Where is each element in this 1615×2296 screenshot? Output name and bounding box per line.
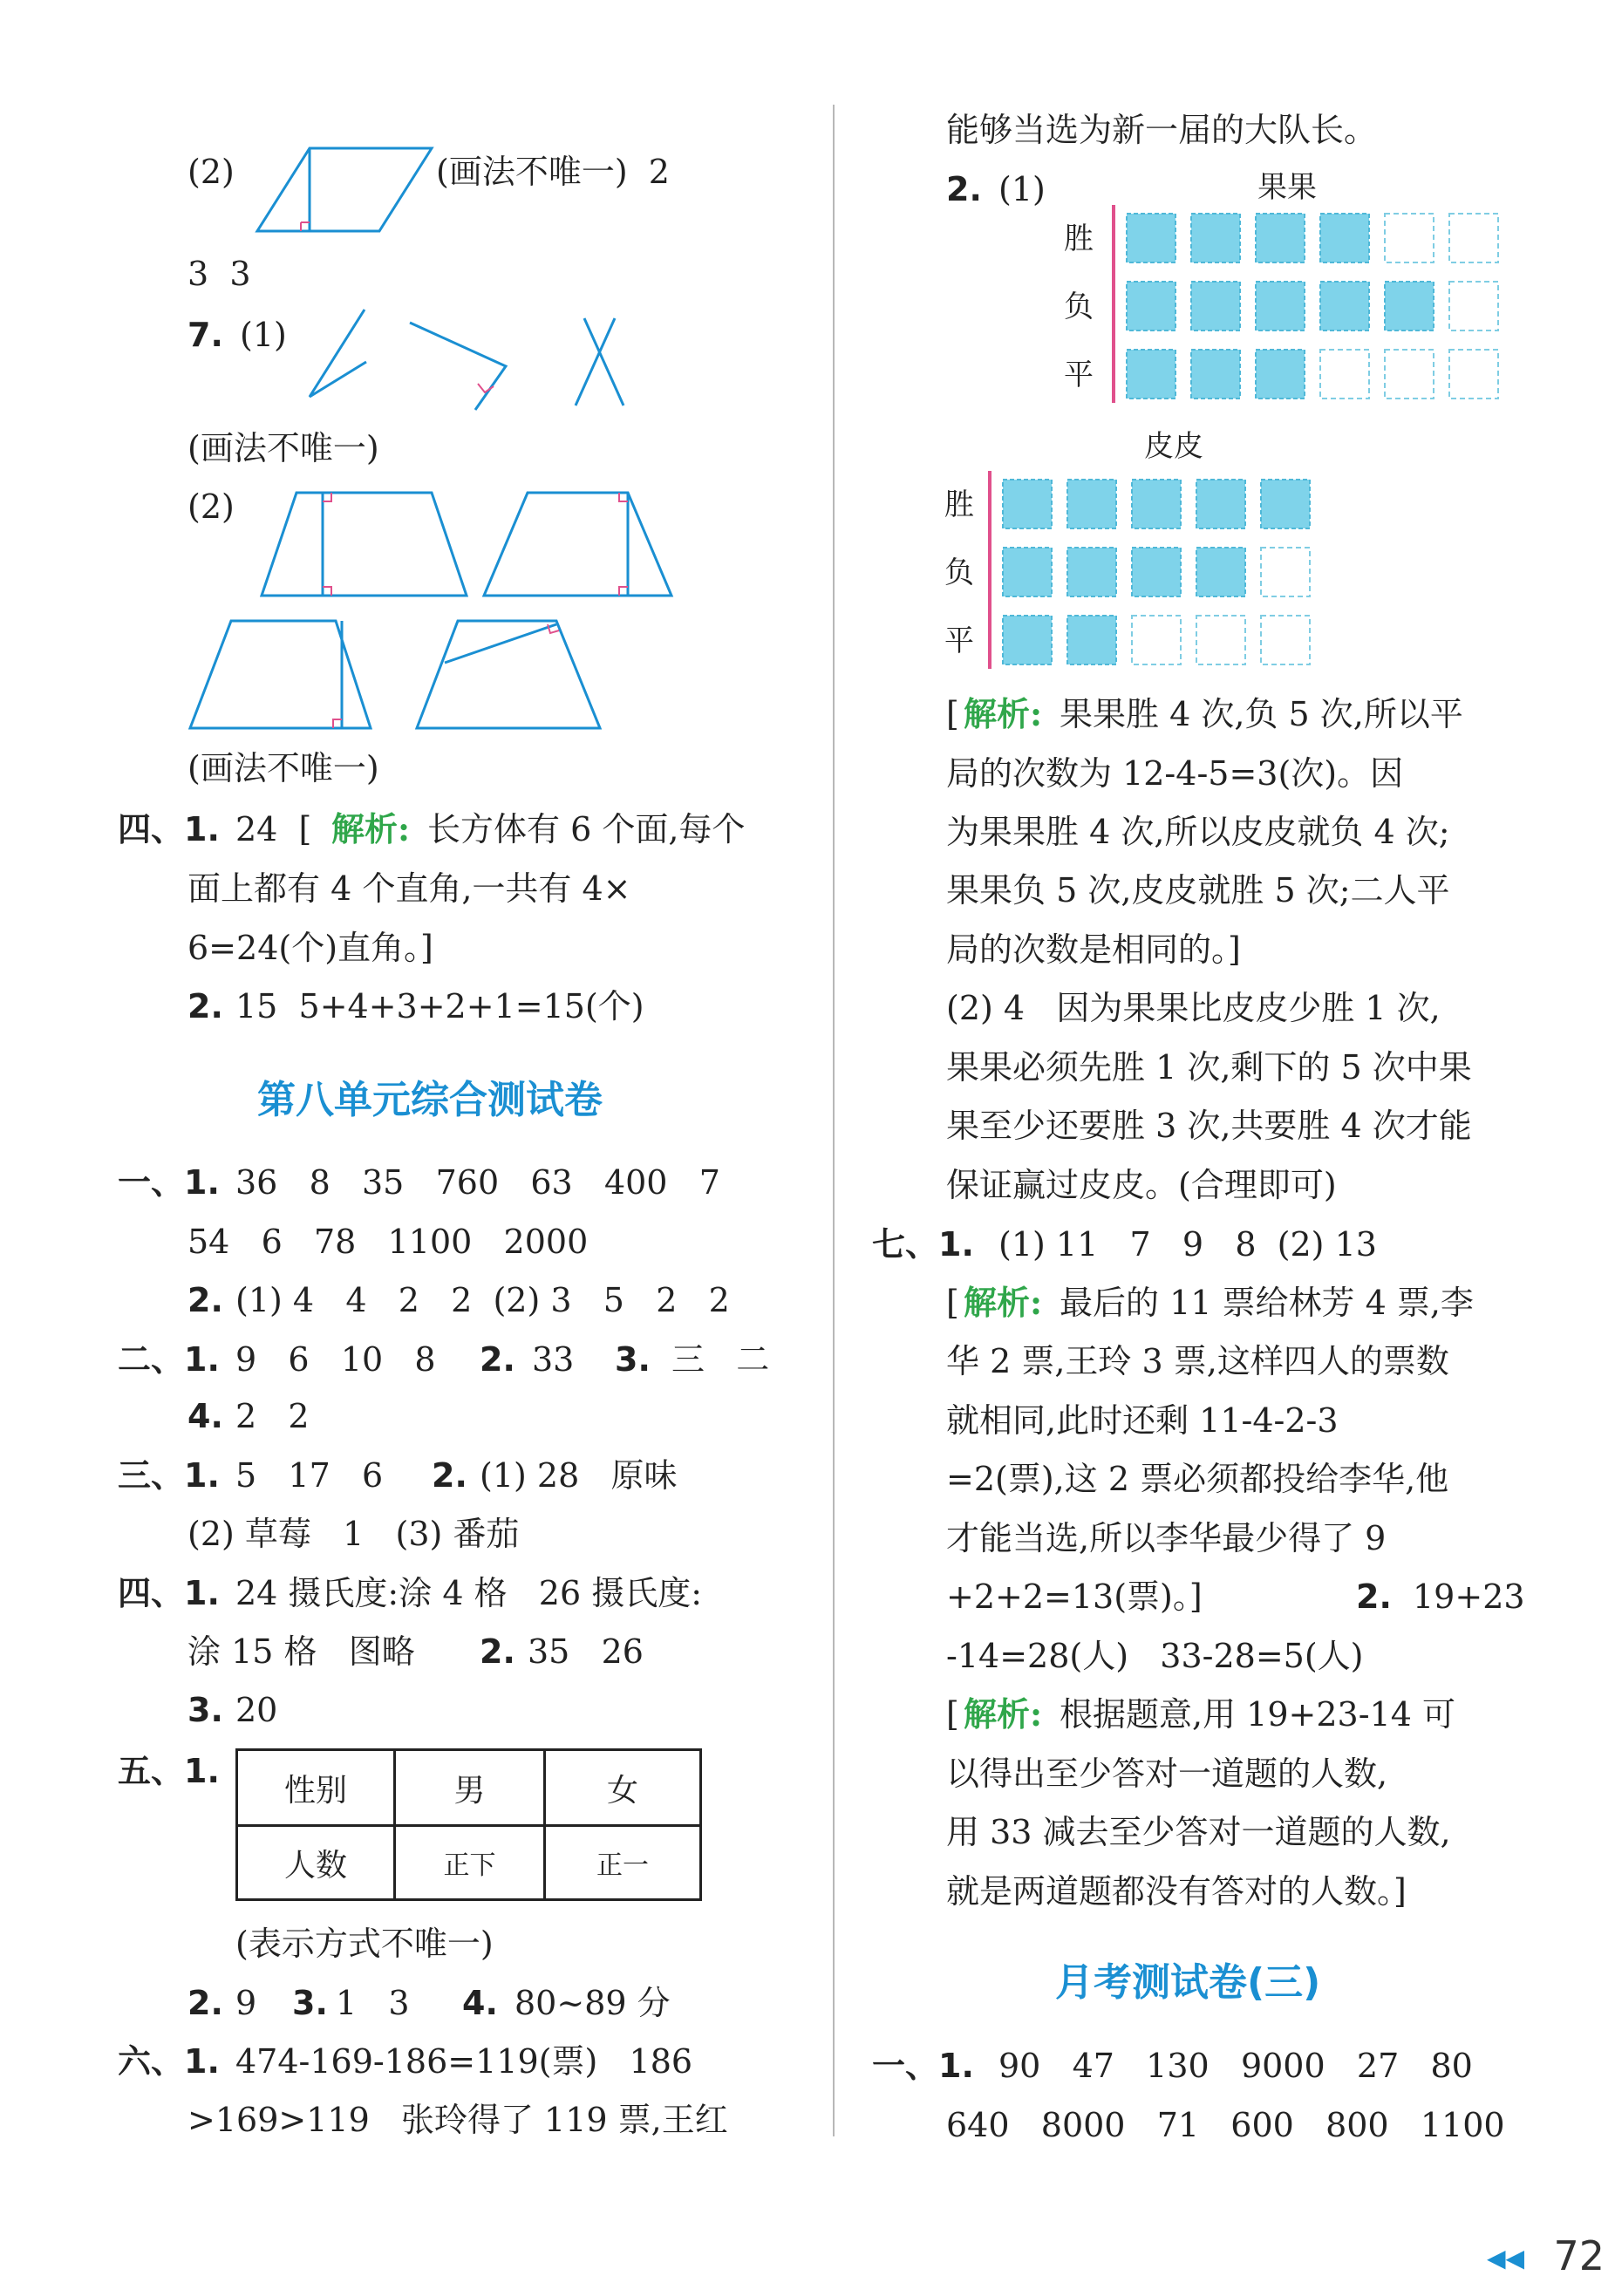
answer-text: (1) 28 原味	[480, 1456, 678, 1495]
question-number: 2.	[187, 987, 223, 1025]
question-number: 2.	[480, 1340, 515, 1379]
answer-text: 华 2 票,王玲 3 票,这样四人的票数	[946, 1342, 1449, 1380]
answer-text: 用 33 减去至少答对一道题的人数,	[946, 1813, 1451, 1851]
answer-text: 474-169-186=119(票) 186	[235, 2042, 693, 2081]
answer-text: 才能当选,所以李华最少得了 9	[946, 1519, 1387, 1557]
right-angle-mark	[333, 719, 342, 728]
answer-text: 涂 15 格 图略	[187, 1632, 415, 1671]
answer-text: 最后的 11 票给林芳 4 票,李	[1060, 1284, 1474, 1322]
section-heading: 第八单元综合测试卷	[257, 1078, 603, 1122]
question-number: 4.	[187, 1397, 223, 1435]
answer-label: (1)	[998, 170, 1046, 208]
answer-text: 19+23	[1413, 1577, 1525, 1616]
answer-text: 6=24(个)直角。]	[187, 929, 433, 967]
tally-male: 正下	[443, 1850, 496, 1881]
answer-label: (1)	[240, 316, 287, 354]
answer-text: 果至少还要胜 3 次,共要胜 4 次才能	[946, 1107, 1472, 1145]
chart-grid-guoguo	[1127, 214, 1498, 399]
question-number: 2.	[187, 1984, 223, 2022]
tally-female: 正一	[596, 1850, 649, 1881]
section-label: 六、1.	[118, 2042, 220, 2081]
answer-text: (画法不唯一) 2	[436, 153, 670, 191]
question-number: 2.	[946, 170, 982, 208]
answer-text: >169>119 张玲得了 119 票,王红	[187, 2101, 728, 2139]
answer-text: 三 二	[671, 1340, 770, 1379]
guoguo-box-empty	[1449, 282, 1498, 330]
answer-text: 15 5+4+3+2+1=15(个)	[235, 987, 644, 1025]
question-number: 2.	[1356, 1577, 1392, 1616]
question-number: 3.	[292, 1984, 328, 2022]
answer-text: (1) 11 7 9 8 (2) 13	[998, 1225, 1377, 1264]
guoguo-box-empty	[1449, 350, 1498, 399]
answer-text: 640 8000 71 600 800 1100	[946, 2106, 1505, 2144]
answer-text: 5 17 6	[235, 1456, 384, 1495]
pipi-box-filled	[1003, 480, 1052, 528]
question-number: 4.	[462, 1984, 498, 2022]
guoguo-box-filled	[1191, 350, 1240, 399]
answer-text: 保证赢过皮皮。(合理即可)	[946, 1166, 1337, 1204]
chart-title-pipi: 皮皮	[1144, 429, 1203, 464]
trapezoid-figure-4	[417, 621, 600, 728]
pipi-box-filled	[1261, 480, 1310, 528]
guoguo-box-filled	[1127, 350, 1175, 399]
right-angle-mark	[478, 384, 494, 392]
answer-text: -14=28(人) 33-28=5(人)	[946, 1637, 1364, 1675]
question-number: 7.	[187, 316, 223, 354]
bracket: [	[946, 1284, 959, 1322]
answer-text: 20	[235, 1691, 278, 1729]
analysis-tag: 解析:	[964, 694, 1043, 733]
crossing-line-b	[576, 318, 615, 405]
crossing-line-a	[584, 318, 624, 405]
guoguo-box-filled	[1191, 214, 1240, 262]
guoguo-box-filled	[1256, 214, 1305, 262]
right-angle-mark	[619, 587, 628, 596]
answer-text: 90 47 130 9000 27 80	[998, 2047, 1473, 2085]
table-row-label: 人数	[283, 1847, 347, 1884]
pipi-box-empty	[1261, 548, 1310, 596]
answer-text: 54 6 78 1100 2000	[187, 1223, 589, 1261]
answer-text: 局的次数为 12-4-5=3(次)。因	[946, 754, 1404, 793]
answer-label: (2)	[187, 153, 235, 191]
right-angle-mark	[548, 624, 559, 633]
pipi-box-empty	[1196, 616, 1245, 664]
guoguo-box-filled	[1191, 282, 1240, 330]
answer-label: (2)	[187, 487, 235, 526]
pipi-box-filled	[1067, 548, 1116, 596]
answer-text: (2) 草莓 1 (3) 番茄	[187, 1515, 520, 1553]
answer-text: 33	[532, 1340, 575, 1379]
answer-text: 35 26	[528, 1632, 644, 1671]
column-divider	[833, 105, 835, 2136]
trapezoid-figure-2	[484, 493, 671, 596]
drawing-note: (画法不唯一)	[187, 429, 379, 467]
bracket: [	[946, 695, 959, 733]
section-label: 七、1.	[872, 1225, 974, 1264]
answer-text: 80~89 分	[514, 1984, 671, 2022]
answer-text: 24 摄氏度:涂 4 格 26 摄氏度:	[235, 1574, 703, 1612]
answer-text: 24 [	[235, 810, 312, 848]
answer-text: 3 3	[187, 255, 251, 293]
answer-text: 根据题意,用 19+23-14 可	[1060, 1695, 1455, 1734]
section-label: 四、1.	[118, 1574, 220, 1612]
angle-figure	[310, 310, 366, 397]
question-number: 2.	[432, 1456, 467, 1495]
drawing-note: (画法不唯一)	[187, 749, 379, 787]
trapezoid-figure-3	[190, 621, 371, 728]
tally-table	[235, 1748, 702, 1901]
section-label: 五、1.	[118, 1752, 220, 1790]
analysis-tag: 解析:	[964, 1283, 1043, 1322]
row-label-loss: 负	[1064, 290, 1094, 324]
table-header-male: 男	[453, 1772, 486, 1809]
guoguo-box-empty	[1385, 214, 1434, 262]
section-label: 一、1.	[118, 1163, 220, 1202]
page-number: 72	[1553, 2232, 1605, 2279]
answer-text: 9 6 10 8	[235, 1340, 436, 1379]
answer-text: 36 8 35 760 63 400 7	[235, 1163, 720, 1202]
row-label-loss: 负	[944, 555, 974, 590]
section-heading: 月考测试卷(三)	[1055, 1960, 1321, 2005]
right-angle-mark	[619, 493, 628, 501]
pipi-box-filled	[1003, 548, 1052, 596]
answer-text: 面上都有 4 个直角,一共有 4×	[187, 869, 631, 908]
answer-text: 就是两道题都没有答对的人数。]	[946, 1872, 1407, 1911]
answer-text: 以得出至少答对一道题的人数,	[946, 1754, 1388, 1793]
trapezoid-figure-1	[262, 493, 467, 596]
section-label: 二、1.	[118, 1340, 220, 1379]
pipi-box-empty	[1261, 616, 1310, 664]
table-header-female: 女	[606, 1772, 638, 1809]
chart-grid-pipi	[1003, 480, 1310, 664]
row-label-draw: 平	[944, 623, 974, 658]
pipi-box-filled	[1132, 480, 1181, 528]
pipi-box-filled	[1067, 480, 1116, 528]
guoguo-box-filled	[1127, 214, 1175, 262]
answer-text: 就相同,此时还剩 11-4-2-3	[946, 1401, 1339, 1440]
guoguo-box-filled	[1385, 282, 1434, 330]
pipi-box-filled	[1067, 616, 1116, 664]
analysis-tag: 解析:	[964, 1694, 1043, 1734]
section-label: 三、1.	[118, 1456, 220, 1495]
answer-text: 长方体有 6 个面,每个	[427, 810, 746, 848]
pipi-box-empty	[1132, 616, 1181, 664]
answer-text: 1 3	[336, 1984, 410, 2022]
guoguo-box-empty	[1320, 350, 1369, 399]
answer-text: =2(票),这 2 票必须都投给李华,他	[946, 1460, 1449, 1498]
chart-title-guoguo: 果果	[1257, 170, 1317, 205]
drawing-note: (表示方式不唯一)	[235, 1925, 494, 1963]
pipi-box-filled	[1003, 616, 1052, 664]
question-number: 3.	[187, 1691, 223, 1729]
row-label-win: 胜	[944, 487, 974, 522]
guoguo-box-filled	[1320, 282, 1369, 330]
parallelogram-figure	[257, 148, 432, 231]
pipi-box-filled	[1196, 480, 1245, 528]
bracket: [	[946, 1695, 959, 1734]
answer-text: 能够当选为新一届的大队长。	[946, 111, 1378, 149]
answer-text: 果果负 5 次,皮皮就胜 5 次;二人平	[946, 871, 1450, 910]
guoguo-box-filled	[1320, 214, 1369, 262]
right-angle-mark	[323, 587, 331, 596]
guoguo-box-empty	[1449, 214, 1498, 262]
guoguo-box-empty	[1385, 350, 1434, 399]
answer-text: 9	[235, 1984, 257, 2022]
question-number: 3.	[615, 1340, 651, 1379]
question-number: 2.	[480, 1632, 515, 1671]
trapezoid-height-4	[445, 624, 556, 663]
pipi-box-filled	[1132, 548, 1181, 596]
guoguo-box-filled	[1256, 350, 1305, 399]
answer-text: 为果果胜 4 次,所以皮皮就负 4 次;	[946, 813, 1450, 851]
question-number: 2.	[187, 1281, 223, 1319]
right-angle-mark	[323, 493, 331, 501]
answer-text: 果果胜 4 次,负 5 次,所以平	[1060, 695, 1463, 733]
answer-text: 果果必须先胜 1 次,剩下的 5 次中果	[946, 1048, 1472, 1087]
section-label: 四、1.	[118, 810, 220, 848]
row-label-draw: 平	[1064, 358, 1094, 392]
guoguo-box-filled	[1127, 282, 1175, 330]
analysis-tag: 解析:	[331, 809, 411, 848]
pipi-box-filled	[1196, 548, 1245, 596]
answer-text: (1) 4 4 2 2 (2) 3 5 2 2	[235, 1281, 730, 1319]
table-header-gender: 性别	[283, 1772, 347, 1809]
row-label-win: 胜	[1064, 221, 1094, 256]
page-arrows-icon: ◀◀	[1487, 2244, 1525, 2272]
section-label: 一、1.	[872, 2047, 974, 2085]
answer-text: 2 2	[235, 1397, 310, 1435]
answer-text: +2+2=13(票)。]	[946, 1577, 1203, 1616]
guoguo-box-filled	[1256, 282, 1305, 330]
answer-text: 局的次数是相同的。]	[946, 930, 1241, 969]
answer-text: (2) 4 因为果果比皮皮少胜 1 次,	[946, 989, 1441, 1027]
perpendicular-figure	[410, 323, 506, 410]
